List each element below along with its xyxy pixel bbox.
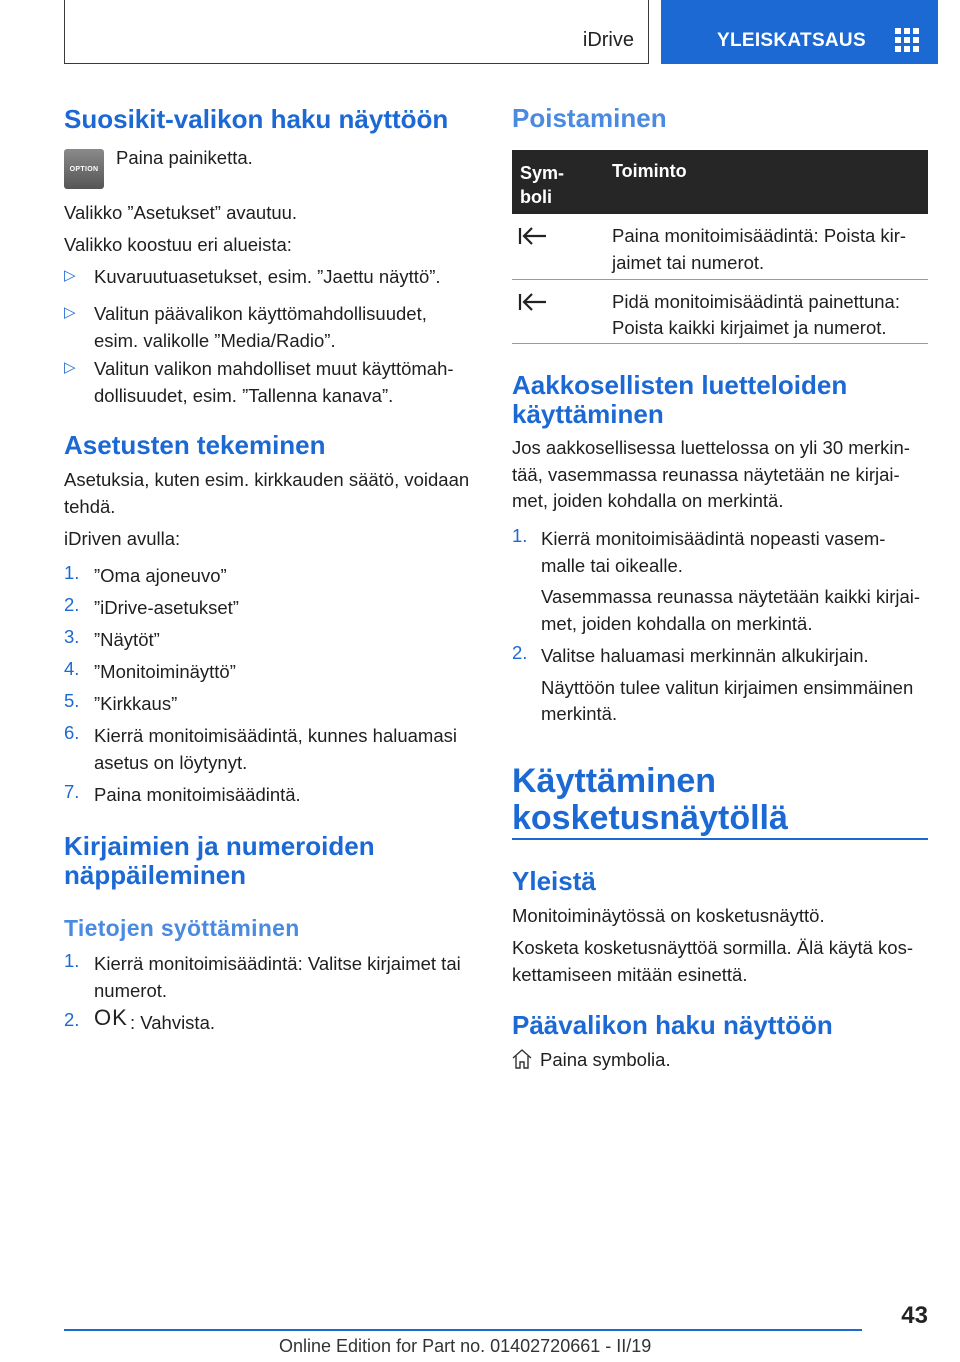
step-text: Kierrä monitoimisäädintä, kunnes haluamasi (94, 725, 457, 746)
step-sub-text-cont: met, joiden kohdalla on merkintä. (541, 613, 813, 634)
step-text: ”Monitoiminäyttö” (94, 661, 236, 682)
header-frame (64, 0, 649, 64)
bullet-item: Kuvaruutuasetukset, esim. ”Jaettu näyttö”. (94, 266, 441, 287)
table-row-divider (512, 279, 928, 280)
ok-symbol-icon: OK (94, 1005, 128, 1030)
heading-alpha: Aakkosellisten luetteloiden (512, 370, 848, 400)
step-text: : Vahvista. (130, 1012, 216, 1033)
page-number: 43 (901, 1302, 928, 1329)
bullet-item: Valitun valikon mahdolliset muut käyttömah- (94, 358, 454, 379)
grid-menu-icon (895, 28, 921, 52)
step-text: Valitse haluamasi merkinnän alkukirjain. (541, 645, 869, 666)
step-text-cont: numerot. (94, 980, 168, 1001)
menu-opens-text: Valikko ”Asetukset” avautuu. (64, 202, 298, 223)
heading-settings: Asetusten tekeminen (64, 430, 326, 460)
delete-arrow-icon (518, 292, 548, 312)
heading-letters: Kirjaimien ja numeroiden (64, 831, 375, 861)
step-number: 7. (64, 781, 80, 802)
step-text: Kierrä monitoimisäädintä: Valitse kirjaimet tai (94, 953, 461, 974)
step-sub-text: Näyttöön tulee valitun kirjaimen ensimmäinen (541, 677, 914, 698)
step-text: Paina monitoimisäädintä. (94, 784, 301, 805)
step-text: Kierrä monitoimisäädintä nopeasti vasem- (541, 528, 886, 549)
alpha-intro: Jos aakkosellisessa luettelossa on yli 30 merkin- (512, 437, 910, 458)
bullet-icon: ▷ (64, 267, 76, 284)
heading-alpha-cont: käyttäminen (512, 399, 664, 429)
heading-favorites: Suosikit-valikon haku näyttöön (64, 104, 449, 134)
bullet-item-cont: esim. valikolle ”Media/Radio”. (94, 330, 336, 351)
option-button-label: OPTION (69, 165, 99, 173)
step-number: 1. (512, 525, 528, 546)
general-text: Monitoiminäytössä on kosketusnäyttö. (512, 905, 825, 926)
column-symbol-header-line: boli (520, 187, 552, 207)
step-number: 2. (512, 642, 528, 663)
settings-intro: Asetuksia, kuten esim. kirkkauden säätö, voidaan (64, 469, 470, 490)
heading-main-menu: Päävalikon haku näyttöön (512, 1010, 833, 1040)
heading-delete: Poistaminen (512, 103, 667, 133)
table-cell-function: Paina monitoimisäädintä: Poista kir- (612, 225, 907, 246)
step-text-cont: malle tai oikealle. (541, 555, 683, 576)
general-text-cont: kettamiseen mitään esinettä. (512, 964, 748, 985)
step-number: 1. (64, 562, 80, 583)
step-text: ”iDrive-asetukset” (94, 597, 239, 618)
heading-touch-cont: kosketusnäytöllä (512, 799, 788, 837)
bullet-item-cont: dollisuudet, esim. ”Tallenna kanava”. (94, 385, 394, 406)
chapter-tab[interactable] (661, 0, 938, 64)
alpha-intro-cont: met, joiden kohdalla on merkintä. (512, 490, 784, 511)
footer-edition: Online Edition for Part no. 01402720661 - II/19 (279, 1336, 652, 1356)
step-number: 1. (64, 950, 80, 971)
step-text: ”Oma ajoneuvo” (94, 565, 227, 586)
heading-touch: Käyttäminen (512, 762, 717, 800)
option-button-icon (64, 149, 104, 189)
table-cell-function-cont: Poista kaikki kirjaimet ja numerot. (612, 317, 887, 338)
step-text: ”Näytöt” (94, 629, 160, 650)
step-number: 4. (64, 658, 80, 679)
footer-rule (64, 1329, 862, 1331)
step-number: 5. (64, 690, 80, 711)
press-button-text: Paina painiketta. (116, 147, 253, 168)
column-symbol-header-line: Sym- (520, 163, 565, 183)
step-number: 3. (64, 626, 80, 647)
heading-letters-cont: näppäileminen (64, 860, 247, 890)
menu-consists-text: Valikko koostuu eri alueista: (64, 234, 292, 255)
table-cell-function: Pidä monitoimisäädintä painettuna: (612, 291, 900, 312)
delete-arrow-icon (518, 226, 548, 246)
section-label: iDrive (582, 29, 634, 51)
home-icon (512, 1048, 532, 1070)
bullet-icon: ▷ (64, 359, 76, 376)
step-sub-text: Vasemmassa reunassa näytetään kaikki kirjai- (541, 586, 921, 607)
column-function-header: Toiminto (612, 161, 687, 181)
step-text: ”Kirkkaus” (94, 693, 178, 714)
table-header (512, 150, 928, 214)
bullet-icon: ▷ (64, 304, 76, 321)
alpha-intro-cont: tää, vasemmassa reunassa näytetään ne kirjai- (512, 464, 900, 485)
table-row-divider (512, 343, 928, 344)
step-number: 2. (64, 1009, 80, 1030)
heading-general: Yleistä (512, 866, 596, 896)
press-symbol-text: Paina symbolia. (540, 1049, 671, 1070)
step-number: 2. (64, 594, 80, 615)
section-rule (512, 838, 928, 840)
general-text: Kosketa kosketusnäyttöä sormilla. Älä käytä kos- (512, 937, 914, 958)
bullet-item: Valitun päävalikon käyttömahdollisuudet, (94, 303, 427, 324)
step-text-cont: asetus on löytynyt. (94, 752, 248, 773)
step-number: 6. (64, 722, 80, 743)
column-symbol-header (520, 161, 564, 209)
settings-intro-cont: tehdä. (64, 496, 116, 517)
chapter-tab-label: YLEISKATSAUS (717, 30, 866, 51)
idrive-with-text: iDriven avulla: (64, 528, 181, 549)
table-cell-function-cont: jaimet tai numerot. (612, 252, 765, 273)
step-sub-text-cont: merkintä. (541, 703, 618, 724)
heading-input: Tietojen syöttäminen (64, 915, 300, 941)
